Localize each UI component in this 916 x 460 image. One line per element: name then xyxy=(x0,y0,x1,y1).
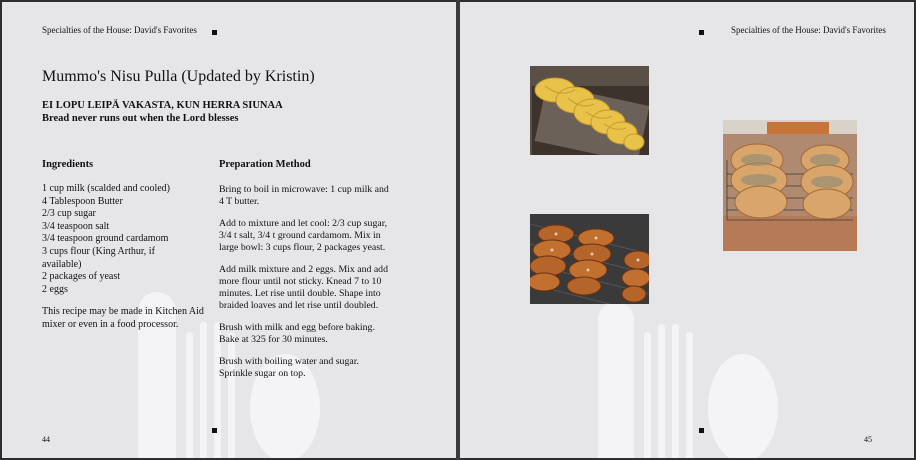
subtitle-english: Bread never runs out when the Lord blesses xyxy=(42,113,239,124)
method-step: Bring to boil in microwave: 1 cup milk and 4 T butter. xyxy=(219,184,389,207)
ingredient-item: available) xyxy=(42,258,82,270)
ingredients-list xyxy=(42,183,212,296)
page-number-left: 44 xyxy=(42,435,50,444)
ingredient-item: 2 eggs xyxy=(42,283,68,295)
ingredient-item: 2/3 cup sugar xyxy=(42,208,96,220)
recipe-title: Mummo's Nisu Pulla (Updated by Kristin) xyxy=(42,68,315,85)
baked-braids-on-rack-photo xyxy=(723,120,857,251)
raw-braided-dough-photo xyxy=(530,66,649,155)
subtitle-finnish: EI LOPU LEIPÄ VAKASTA, KUN HERRA SIUNAA xyxy=(42,100,283,111)
method-step: Add milk mixture and 2 eggs. Mix and add more flour until not sticky. Knead 7 to 10 minutes. Let rise until double. Shape into braided loaves and let rise until doubled. xyxy=(219,264,388,311)
ingredient-item: 4 Tablespoon Butter xyxy=(42,195,123,207)
running-header: Specialties of the House: David's Favorites xyxy=(42,25,197,35)
page-marker xyxy=(699,30,704,35)
decorative-fork-tine xyxy=(186,332,193,458)
running-header: Specialties of the House: David's Favorites xyxy=(731,25,886,35)
ingredient-item: 3 cups flour (King Arthur, if xyxy=(42,245,155,257)
decorative-fork-tine xyxy=(200,322,207,458)
method-column xyxy=(219,184,391,390)
baked-braids-close-up-photo xyxy=(530,214,649,304)
decorative-fork-tine xyxy=(644,332,651,458)
method-step: Brush with milk and egg before baking. Bake at 325 for 30 minutes. xyxy=(219,322,375,345)
page-marker xyxy=(699,428,704,433)
page-number-right: 45 xyxy=(864,435,872,444)
right-page xyxy=(460,2,914,458)
left-page xyxy=(2,2,456,458)
method-heading: Preparation Method xyxy=(219,159,311,170)
ingredients-heading: Ingredients xyxy=(42,159,94,170)
ingredient-item: 3/4 teaspoon ground cardamom xyxy=(42,233,169,245)
recipe-subtitle xyxy=(42,99,283,125)
decorative-fork-tine xyxy=(658,324,665,458)
page-marker xyxy=(212,428,217,433)
decorative-fork-tine xyxy=(686,332,693,458)
page-marker xyxy=(212,30,217,35)
ingredients-column xyxy=(42,183,212,342)
decorative-fork-tine xyxy=(672,324,679,458)
decorative-knife-shape xyxy=(598,302,634,458)
decorative-spoon-bowl xyxy=(708,354,778,458)
ingredient-item: 3/4 teaspoon salt xyxy=(42,220,110,232)
ingredient-item: 1 cup milk (scalded and cooled) xyxy=(42,183,171,194)
method-step: Brush with boiling water and sugar. Sprinkle sugar on top. xyxy=(219,356,359,379)
closeup-braids-illustration xyxy=(530,214,649,304)
ingredient-item: 2 packages of yeast xyxy=(42,271,121,283)
rack-braids-illustration xyxy=(723,120,857,251)
method-step: Add to mixture and let cool: 2/3 cup sugar, 3/4 t salt, 3/4 t ground cardamom. Mix in large bowl: 3 cups flour, 2 packages yeast. xyxy=(219,218,388,253)
recipe-note: This recipe may be made in Kitchen Aid mixer or even in a food processor. xyxy=(42,306,204,330)
raw-dough-illustration xyxy=(530,66,649,155)
